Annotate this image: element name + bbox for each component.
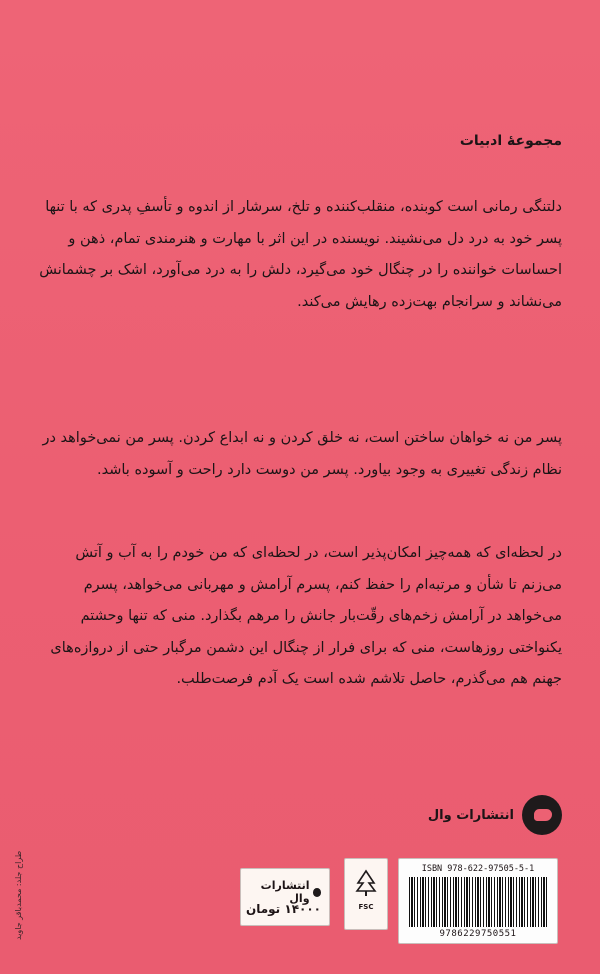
cover-designer-credit: طراح جلد: محمدباقر جاوید: [14, 850, 23, 940]
excerpt-paragraph-2: در لحظه‌ای که همه‌چیز امکان‌پذیر است، در لحظه‌ای که من خودم را به آب و آتش می‌زنم تا شأن و مرتبه‌ام را حفظ کنم، پسرم آرامش و مهربانی می‌خواهد، پسرم می‌خواهد در آرامش زخم‌های رقّت‌بار جانش را مرهم بگذارد. منی که تنها وحشتم یکنواختی روزهاست، منی که برای فرار از چنگال این دشمن مرگبار حتی از دروازه‌های جهنم هم می‌گذرم، حاصل تلاشم شده است یک آدم فرصت‌طلب.: [50, 545, 562, 687]
price-sticker: [240, 868, 330, 926]
whale-logo-icon: [522, 795, 562, 835]
whale-logo-small-icon: [313, 888, 321, 897]
fsc-tree-icon: [354, 869, 378, 897]
publisher-name: انتشارات وال: [427, 807, 514, 823]
price-sticker-publisher-name: انتشارات وال: [260, 879, 310, 905]
synopsis-paragraph: دلتنگی رمانی است کوبنده، منقلب‌کننده و تلخ، سرشار از اندوه و تأسفِ پدری که با تنها پسر خود به درد دل می‌نشیند. نویسنده در این اثر با مهارت و هنرمندی تمام، ذهن و احساسات خواننده را در چنگال خود می‌گیرد، دلش را به درد می‌آورد، اشک بر چشمانش می‌نشاند و سرانجام بهت‌زده رهایش می‌کند.: [39, 199, 562, 310]
fsc-label: FSC: [358, 903, 374, 911]
price-label: ۱۴۰۰۰ تومان: [245, 902, 321, 916]
excerpt-paragraph-1: پسر من نه خواهان ساختن است، نه خلق کردن و نه ابداع کردن. پسر من نمی‌خواهد در نظام زندگی تغییری به وجود بیاورد. پسر من دوست دارد راحت و آسوده باشد.: [42, 430, 562, 478]
fsc-badge: [344, 858, 388, 930]
isbn-text: ISBN 978-622-97505-5-1: [421, 864, 535, 874]
barcode-bars: [409, 877, 547, 927]
publisher-brand: [428, 795, 562, 835]
series-title: مجموعهٔ ادبیات: [459, 133, 562, 149]
isbn-barcode: [398, 858, 558, 944]
barcode-digits: 9786229750551: [439, 929, 517, 939]
